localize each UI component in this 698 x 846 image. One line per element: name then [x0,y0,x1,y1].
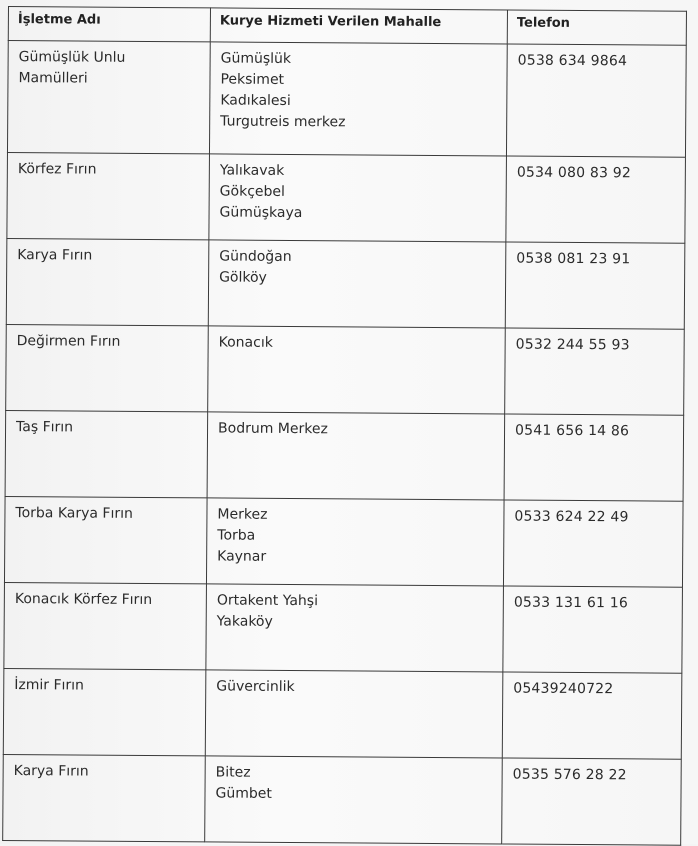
business-name-cell [6,238,209,325]
business-name: Karya Fırın [13,763,89,780]
business-name: Taş Fırın [16,419,74,436]
service-area-cell [205,756,503,844]
service-area-cell [209,42,507,156]
service-area: Kadıkalesi [220,92,291,109]
header-row [8,7,686,46]
business-name: Torba Karya Fırın [15,505,133,522]
table-row [4,582,683,673]
service-area: Gündoğan [219,248,292,265]
service-area: Merkez [217,506,268,523]
business-name-cell [3,668,206,755]
business-name-cell [7,152,210,239]
table-row [4,496,683,587]
service-area: Gümbet [215,785,272,802]
phone-number: 0541 656 14 86 [504,414,684,501]
phone-number: 0533 624 22 49 [503,500,683,587]
table-row [3,754,682,845]
service-area: Gölköy [219,269,267,286]
phone-number: 0538 081 23 91 [505,242,685,329]
service-area-cell [209,154,507,242]
service-area-cell [208,326,506,414]
service-area: Bitez [215,764,251,781]
service-area: Peksimet [220,71,285,88]
business-name: İzmir Fırın [14,677,84,694]
business-name: Karya Fırın [17,247,93,264]
service-area: Kaynar [217,548,267,565]
courier-service-table [2,6,687,846]
business-name: Değirmen Fırın [16,333,121,350]
business-name: Körfez Fırın [17,161,97,178]
phone-number: 05439240722 [502,672,682,759]
service-area-cell [207,412,505,500]
business-name-cell [4,582,207,669]
business-name: Mamülleri [18,70,88,87]
service-area: Gökçebel [219,183,285,200]
service-area-cell [205,670,503,758]
phone-number: 0535 576 28 22 [502,758,682,845]
business-name-cell [4,496,207,583]
business-name-cell [3,754,206,841]
service-area-cell [206,498,504,586]
service-area-cell [206,584,504,672]
service-area: Güvercinlik [216,678,295,696]
business-name: Gümüşlük Unlu [18,49,126,66]
business-name-cell [5,410,208,497]
header-service-area: Kurye Hizmeti Verilen Mahalle [210,8,507,44]
service-area: Turgutreis merkez [220,113,346,131]
phone-number: 0534 080 83 92 [506,156,686,243]
service-area: Konacık [218,334,273,351]
service-area: Yalıkavak [219,162,285,179]
phone-number: 0533 131 61 16 [503,586,683,673]
business-name-cell [7,41,210,154]
table-row [7,152,686,243]
service-area: Yakaköy [216,613,273,630]
table-row [7,41,686,158]
service-area: Gümüşkaya [219,204,303,222]
service-area: Gümüşlük [220,50,292,67]
table-row [3,668,682,759]
table-row [6,324,685,415]
header-phone: Telefon [507,10,686,45]
service-area: Bodrum Merkez [217,420,328,438]
phone-number: 0532 244 55 93 [505,328,685,415]
phone-number: 0538 634 9864 [506,44,686,157]
table-row [5,410,684,501]
service-area-cell [208,240,506,328]
business-name: Konacık Körfez Fırın [14,591,153,609]
business-name-cell [6,324,209,411]
table-row [6,238,685,329]
service-area: Torba [217,527,256,544]
service-area: Ortakent Yahşi [216,592,319,610]
header-business-name: İşletme Adı [8,7,210,42]
